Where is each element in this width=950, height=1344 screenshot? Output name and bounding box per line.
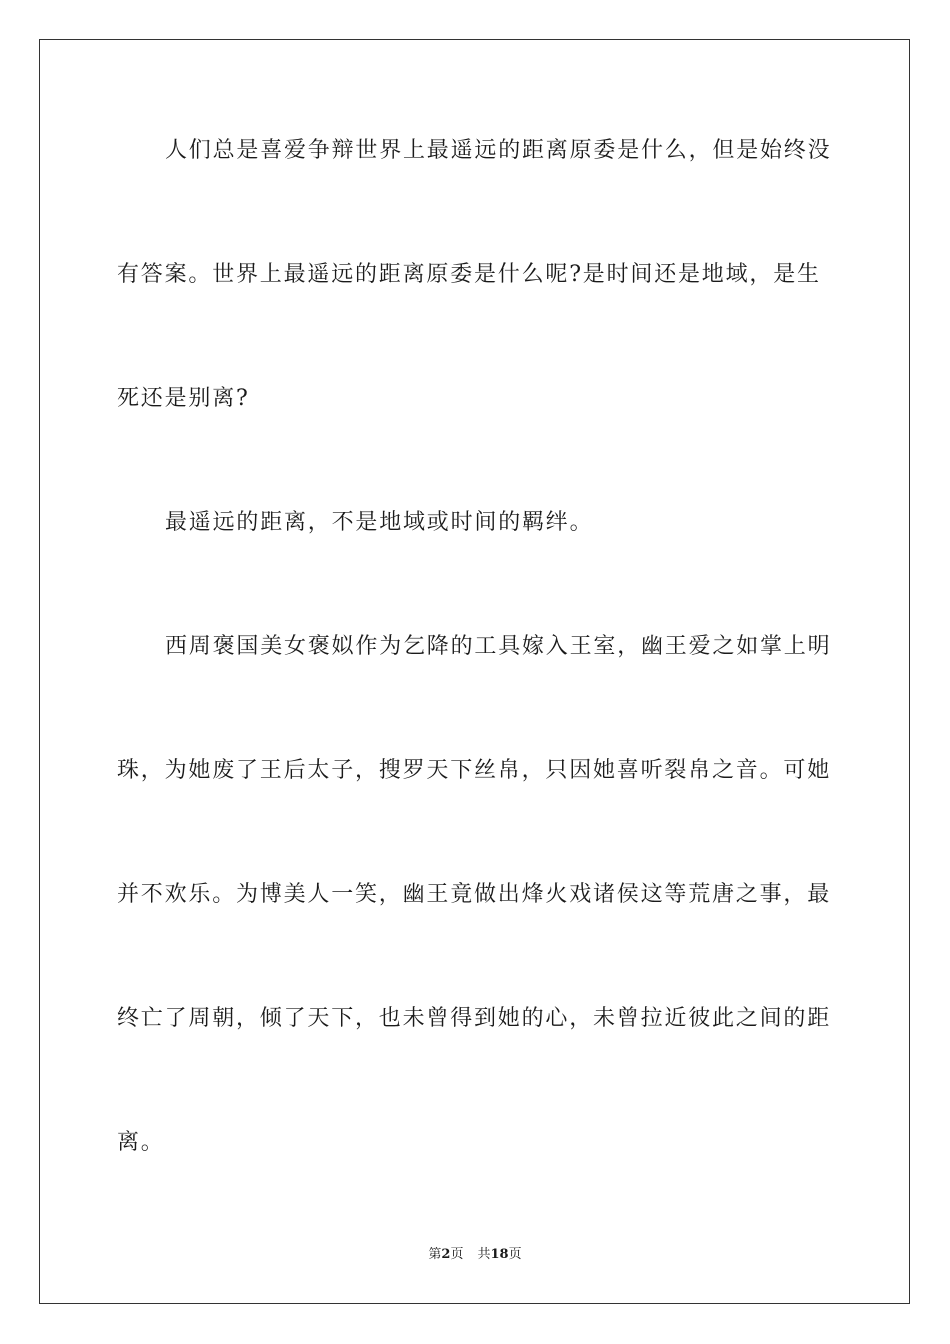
- page-total-suffix: 页: [508, 1247, 522, 1262]
- page-number-suffix: 页: [450, 1247, 464, 1262]
- page-number-prefix: 第: [428, 1247, 442, 1262]
- page-number-current: 2: [441, 1247, 451, 1262]
- paragraph-3-line-1: 西周褒国美女褒姒作为乞降的工具嫁入王室，幽王爱之如掌上明: [165, 634, 832, 659]
- page-border: [39, 39, 910, 1304]
- paragraph-1-line-2: 有答案。世界上最遥远的距离原委是什么呢?是时间还是地域，是生: [117, 262, 821, 287]
- page-footer: [0, 1246, 950, 1264]
- paragraph-3-line-2: 珠，为她废了王后太子，搜罗天下丝帛，只因她喜听裂帛之音。可她: [117, 758, 832, 783]
- paragraph-3-line-3: 并不欢乐。为博美人一笑，幽王竟做出烽火戏诸侯这等荒唐之事，最: [117, 882, 832, 907]
- paragraph-1-line-1: 人们总是喜爱争辩世界上最遥远的距离原委是什么，但是始终没: [165, 138, 832, 163]
- page-total-prefix: 共: [477, 1247, 491, 1262]
- paragraph-3-line-4: 终亡了周朝，倾了天下，也未曾得到她的心，未曾拉近彼此之间的距: [117, 1006, 832, 1031]
- paragraph-2-line-1: 最遥远的距离，不是地域或时间的羁绊。: [165, 510, 594, 535]
- paragraph-3-line-5: 离。: [117, 1130, 165, 1155]
- paragraph-1-line-3: 死还是别离?: [117, 386, 250, 411]
- page-total-count: 18: [490, 1247, 509, 1262]
